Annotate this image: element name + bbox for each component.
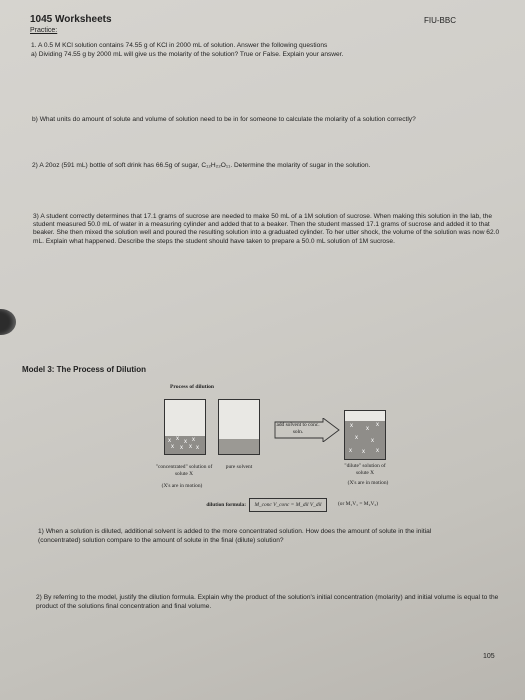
- hole-punch: [0, 309, 16, 335]
- solute-particle: x: [366, 426, 369, 432]
- solute-particle: x: [349, 448, 352, 454]
- solute-particle: x: [355, 435, 358, 441]
- diagram-title: Process of dilution: [170, 384, 215, 390]
- page-number: 105: [483, 653, 495, 660]
- dilution-formula-label: dilution formula:: [206, 502, 246, 508]
- solute-particle: x: [376, 422, 379, 428]
- solute-particle: x: [362, 449, 365, 455]
- solute-particle: x: [176, 436, 179, 442]
- solute-particle: x: [189, 444, 192, 450]
- solute-particle: x: [376, 448, 379, 454]
- dilute-caption: "dilute" solution of solute X: [344, 463, 386, 476]
- solute-particle: x: [168, 438, 171, 444]
- concentrated-solution-fill: [165, 436, 205, 454]
- solute-particle: x: [350, 423, 353, 429]
- model-title: Model 3: The Process of Dilution: [22, 365, 147, 374]
- question-2: 2) A 20oz (591 mL) bottle of soft drink has 66.5g of sugar, C₁₂H₂₂O₁₁. Determine the molarity of sugar in the solution.: [32, 162, 371, 169]
- solute-particle: x: [371, 438, 374, 444]
- course-code: FIU-BBC: [424, 16, 456, 25]
- dilute-solution-fill: [345, 421, 385, 459]
- dilution-formula-alt: (or M₁V₁ = M₂V₂): [337, 501, 379, 507]
- model-question-1: 1) When a solution is diluted, additional solvent is added to the more concentrated solution. How does the amount of solute in the initial (concentrated) solution compare to the amount of solute in the final (dilute) solution?: [38, 528, 432, 544]
- question-1-intro: 1. A 0.5 M KCl solution contains 74.55 g of KCl in 2000 mL of solution. Answer the following questions: [31, 42, 328, 49]
- solute-particle: x: [171, 444, 174, 450]
- question-3: 3) A student correctly determines that 17.1 grams of sucrose are needed to make 50 mL of a 1M solution of sucrose. When making this solution in the lab, the student measured 50.0 mL of water in a measuring cylinder and added that to a beaker. Then the student massed 17.1 grams of sucrose and added it to that beaker. She then mixed the solution well and poured the resulting solution into a graduated cylinder. To her utter shock, the volume of the solution was now 62.0 mL. Explain what happened. Describe the steps the student should have taken to prepare a 50.0 mL solution of 1M sucrose.: [33, 213, 500, 245]
- solute-particle: x: [180, 445, 183, 451]
- solute-particle: x: [184, 439, 187, 445]
- concentrated-beaker: [164, 399, 206, 455]
- worksheet-title: 1045 Worksheets: [30, 14, 112, 25]
- motion-caption-right: (X's are in motion): [347, 480, 389, 486]
- question-1a: a) Dividing 74.55 g by 2000 mL will give us the molarity of the solution? True or False. Explain your answer.: [31, 51, 344, 58]
- question-1b: b) What units do amount of solute and volume of solution need to be in for someone to calculate the molarity of a solution correctly?: [32, 116, 416, 123]
- concentrated-caption: "concentrated" solution of solute X: [155, 464, 213, 477]
- dilute-beaker: [344, 410, 386, 460]
- motion-caption-left: (X's are in motion): [161, 483, 203, 489]
- solute-particle: x: [196, 445, 199, 451]
- model-question-2: 2) By referring to the model, justify the dilution formula. Explain why the product of the solution's initial concentration (molarity) and initial volume is equal to the product of the solutions final concentration and final volume.: [36, 594, 499, 610]
- pure-solvent-fill: [219, 439, 259, 454]
- practice-label: Practice:: [30, 27, 58, 34]
- add-solvent-label: add solvent to conc. soln.: [276, 422, 320, 435]
- arrow-icon: [273, 418, 341, 442]
- pure-solvent-caption: pure solvent: [225, 464, 253, 470]
- solute-particle: x: [192, 437, 195, 443]
- dilution-formula: M_conc V_conc = M_dil V_dil: [249, 498, 327, 512]
- pure-solvent-beaker: [218, 399, 260, 455]
